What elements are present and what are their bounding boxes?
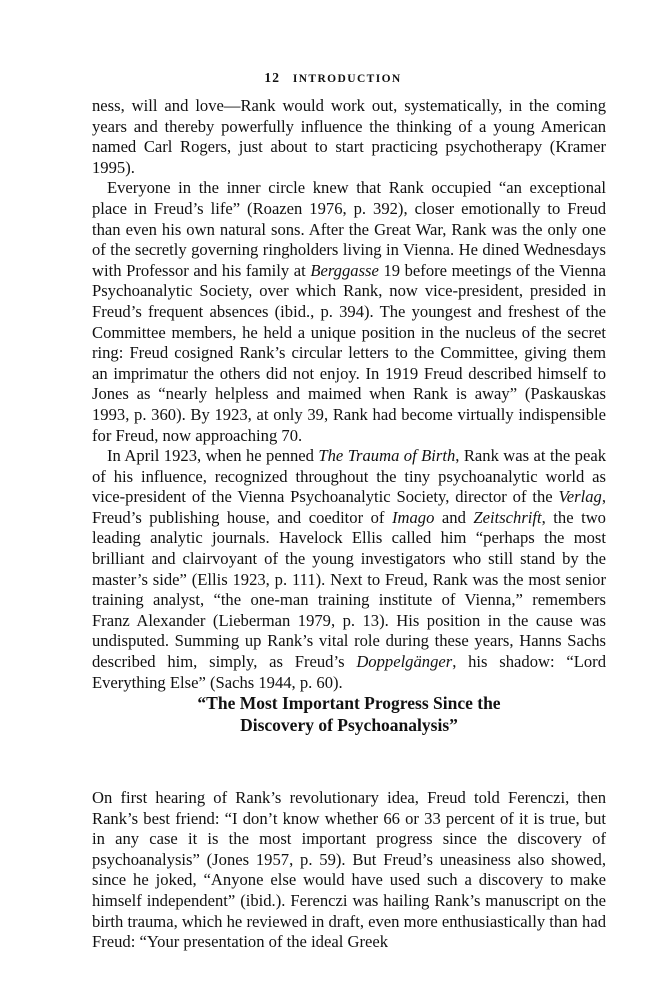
italic-text: Zeitschrift: [473, 507, 542, 527]
text-run: , his shadow: “Lord Everything Else” (Sachs 1944, p. 60).: [92, 652, 606, 692]
italic-text: Verlag: [558, 487, 602, 507]
text-run: and: [434, 507, 474, 527]
page-number: 12: [264, 70, 281, 85]
running-head: [0, 70, 666, 86]
paragraph: [92, 96, 606, 178]
section-heading-line-1: “The Most Important Progress Since the: [197, 693, 501, 713]
paragraph: [92, 446, 606, 693]
italic-text: Imago: [391, 507, 435, 527]
italic-text: Doppelgänger: [356, 652, 453, 672]
body-text-top: [92, 96, 606, 693]
section-heading: [92, 692, 606, 736]
body-text-bottom: [92, 788, 606, 953]
text-run: ness, will and love—Rank would work out, systematically, in the coming years and thereby powerfully influence the thinking of a young American named Carl Rogers, just about to start practicing psychotherapy (Kramer 1995).: [92, 96, 606, 177]
italic-text: The Trauma of Birth: [318, 446, 456, 466]
running-title: INTRODUCTION: [292, 73, 402, 85]
text-run: , the two leading analytic journals. Havelock Ellis called him “perhaps the most brilliant and clairvoyant of the young investigators who still stand by the master’s side” (Ellis 1923, p. 111). Next to Freud, Rank was the most senior training analyst, “the one-man training institute of Vienna,” remembers Franz Alexander (Lieberman 1979, p. 13). His position in the cause was undisputed. Summing up Rank’s vital role during these years, Hanns Sachs described him, simply, as Freud’s: [92, 507, 606, 672]
text-run: 19 before meetings of the Vienna Psychoanalytic Society, over which Rank, now vice-president, presided in Freud’s frequent absences (ibid., p. 394). The youngest and freshest of the Committee members, he held a unique position in the nucleus of the secret ring: Freud cosigned Rank’s circular letters to the Committee, giving them an imprimatur the others did not enjoy. In 1919 Freud described himself to Jones as “nearly helpless and maimed when Rank is away” (Paskauskas 1993, p. 360). By 1923, at only 39, Rank had become virtually indispensible for Freud, now approaching 70.: [92, 260, 606, 445]
text-run: In April 1923, when he penned: [107, 446, 319, 466]
text-run: , Freud’s publishing house, and coeditor of: [92, 487, 606, 527]
text-run: Everyone in the inner circle knew that Rank occupied “an exceptional place in Freud’s life” (Roazen 1976, p. 392), closer emotionally to Freud than even his own natural sons. After the Great War, Rank was the only one of the secretly governing ringholders living in Vienna. He dined Wednesdays with Professor and his family at: [92, 178, 606, 280]
section-heading-line-2: Discovery of Psychoanalysis”: [240, 715, 458, 735]
paragraph: [92, 178, 606, 446]
paragraph: [92, 788, 606, 953]
text-run: On first hearing of Rank’s revolutionary idea, Freud told Ferenczi, then Rank’s best friend: “I don’t know whether 66 or 33 percent of it is true, but in any case it is the most important progress since the discovery of psychoanalysis” (Jones 1957, p. 59). But Freud’s uneasiness also showed, since he joked, “Anyone else would have used such a discovery to make himself independent” (ibid.). Ferenczi was hailing Rank’s manuscript on the birth trauma, which he reviewed in draft, even more enthusiastically than had Freud: “Your presentation of the ideal Greek: [92, 788, 606, 952]
text-run: , Rank was at the peak of his influence, recognized throughout the tiny psychoanalytic world as vice-president of the Vienna Psychoanalytic Society, director of the: [92, 446, 606, 507]
italic-text: Berggasse: [310, 260, 379, 280]
